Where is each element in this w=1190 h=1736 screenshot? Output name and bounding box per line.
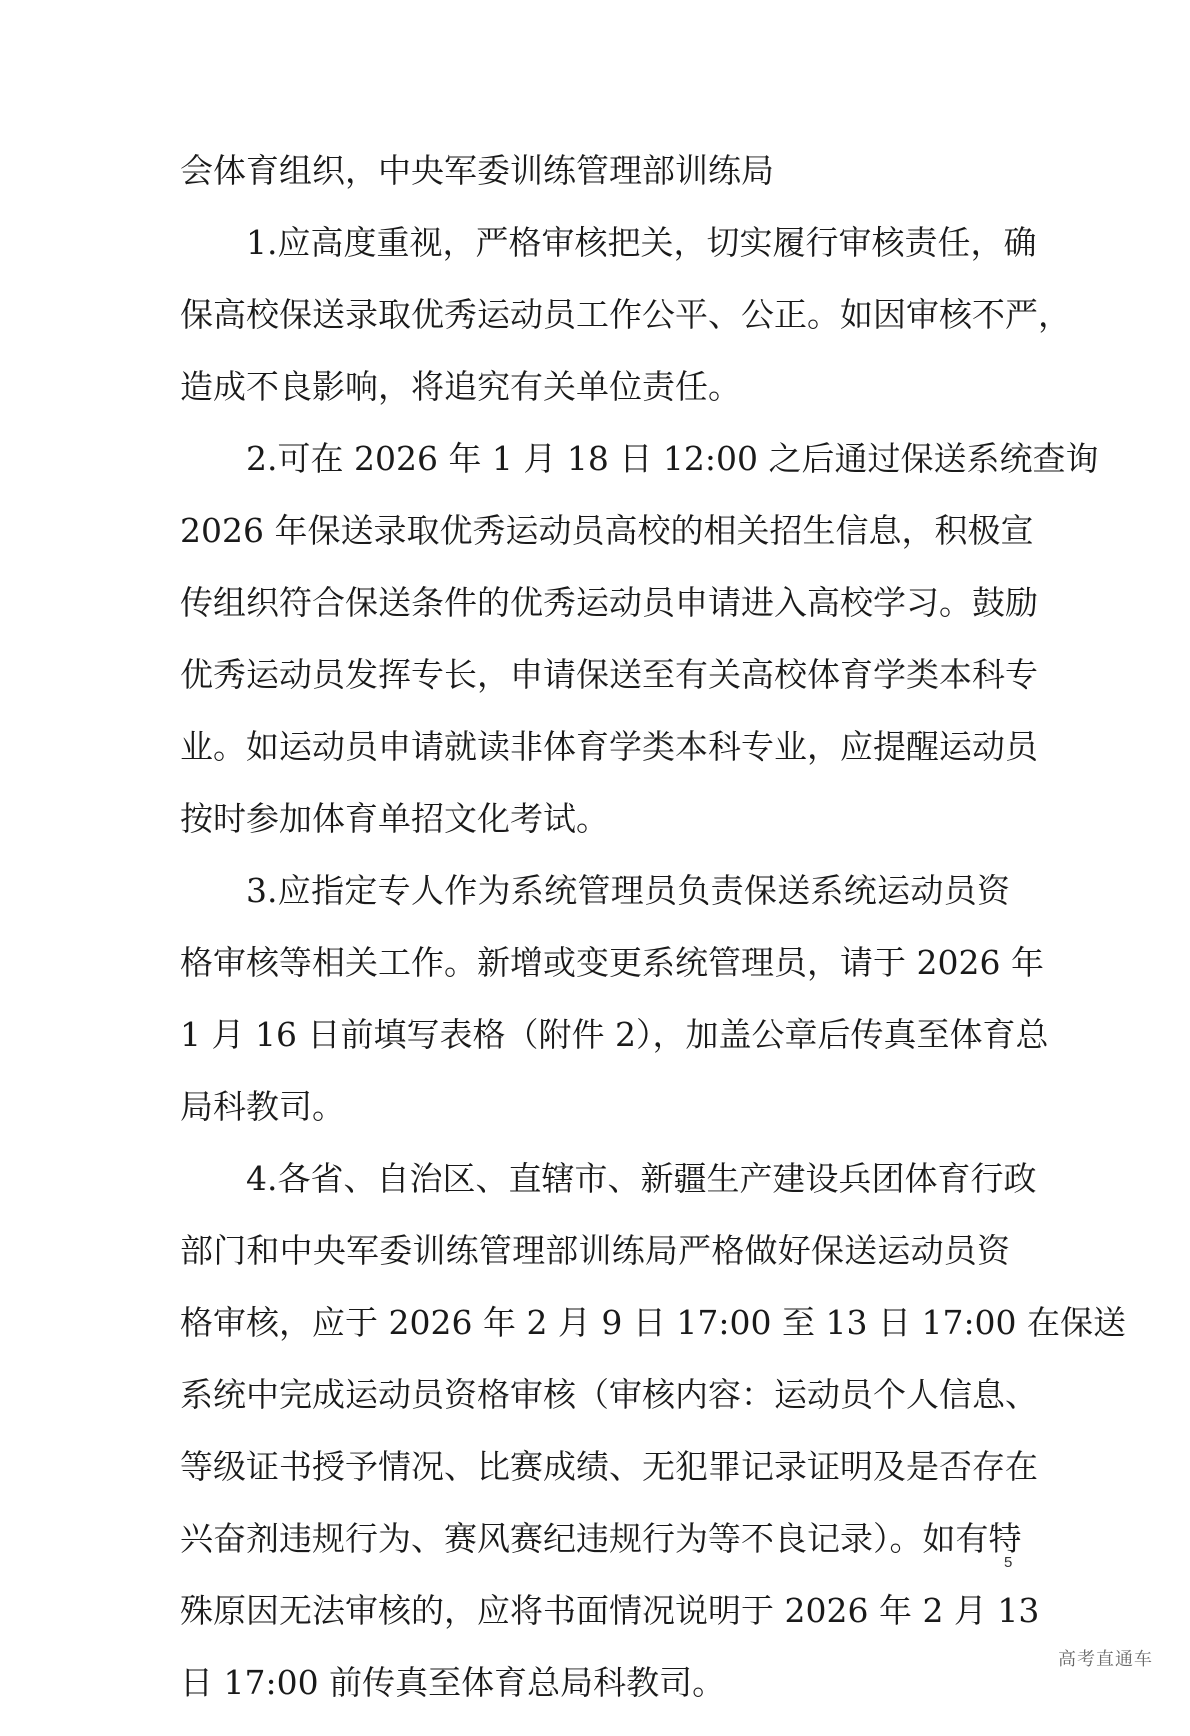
- text-line: 优秀运动员发挥专长，申请保送至有关高校体育学类本科专: [180, 655, 1038, 694]
- text-line: 传组织符合保送条件的优秀运动员申请进入高校学习。鼓励: [180, 583, 1038, 622]
- text-line: 部门和中央军委训练管理部训练局严格做好保送运动员资: [180, 1231, 1010, 1270]
- text-line: 按时参加体育单招文化考试。: [180, 799, 609, 838]
- text-line: 保高校保送录取优秀运动员工作公平、公正。如因审核不严，: [180, 295, 1071, 334]
- text-line: 4.各省、自治区、直辖市、新疆生产建设兵团体育行政: [246, 1159, 1037, 1198]
- watermark-text: 高考直通车: [1058, 1649, 1153, 1670]
- text-line: 等级证书授予情况、比赛成绩、无犯罪记录证明及是否存在: [180, 1447, 1038, 1486]
- text-line: 日 17:00 前传真至体育总局科教司。: [180, 1663, 726, 1702]
- text-line: 造成不良影响，将追究有关单位责任。: [180, 367, 741, 406]
- text-line: 2.可在 2026 年 1 月 18 日 12:00 之后通过保送系统查询: [246, 439, 1099, 478]
- text-line: 2026 年保送录取优秀运动员高校的相关招生信息，积极宣: [180, 511, 1034, 550]
- text-line: 格审核，应于 2026 年 2 月 9 日 17:00 至 13 日 17:00 在保送: [180, 1303, 1127, 1342]
- page-number: 5: [1004, 1554, 1013, 1571]
- text-line: 兴奋剂违规行为、赛风赛纪违规行为等不良记录）。如有特: [180, 1519, 1022, 1558]
- text-line: 局科教司。: [180, 1087, 345, 1126]
- text-line: 殊原因无法审核的，应将书面情况说明于 2026 年 2 月 13: [180, 1591, 1040, 1630]
- text-line: 1.应高度重视，严格审核把关，切实履行审核责任，确: [246, 223, 1037, 262]
- text-line: 格审核等相关工作。新增或变更系统管理员，请于 2026 年: [180, 943, 1044, 982]
- text-line: 业。如运动员申请就读非体育学类本科专业，应提醒运动员: [180, 727, 1038, 766]
- text-line: 会体育组织，中央军委训练管理部训练局: [180, 151, 774, 190]
- text-line: 3.应指定专人作为系统管理员负责保送系统运动员资: [246, 871, 1010, 910]
- text-line: 系统中完成运动员资格审核（审核内容：运动员个人信息、: [180, 1375, 1038, 1414]
- text-line: 1 月 16 日前填写表格（附件 2），加盖公章后传真至体育总: [180, 1015, 1049, 1054]
